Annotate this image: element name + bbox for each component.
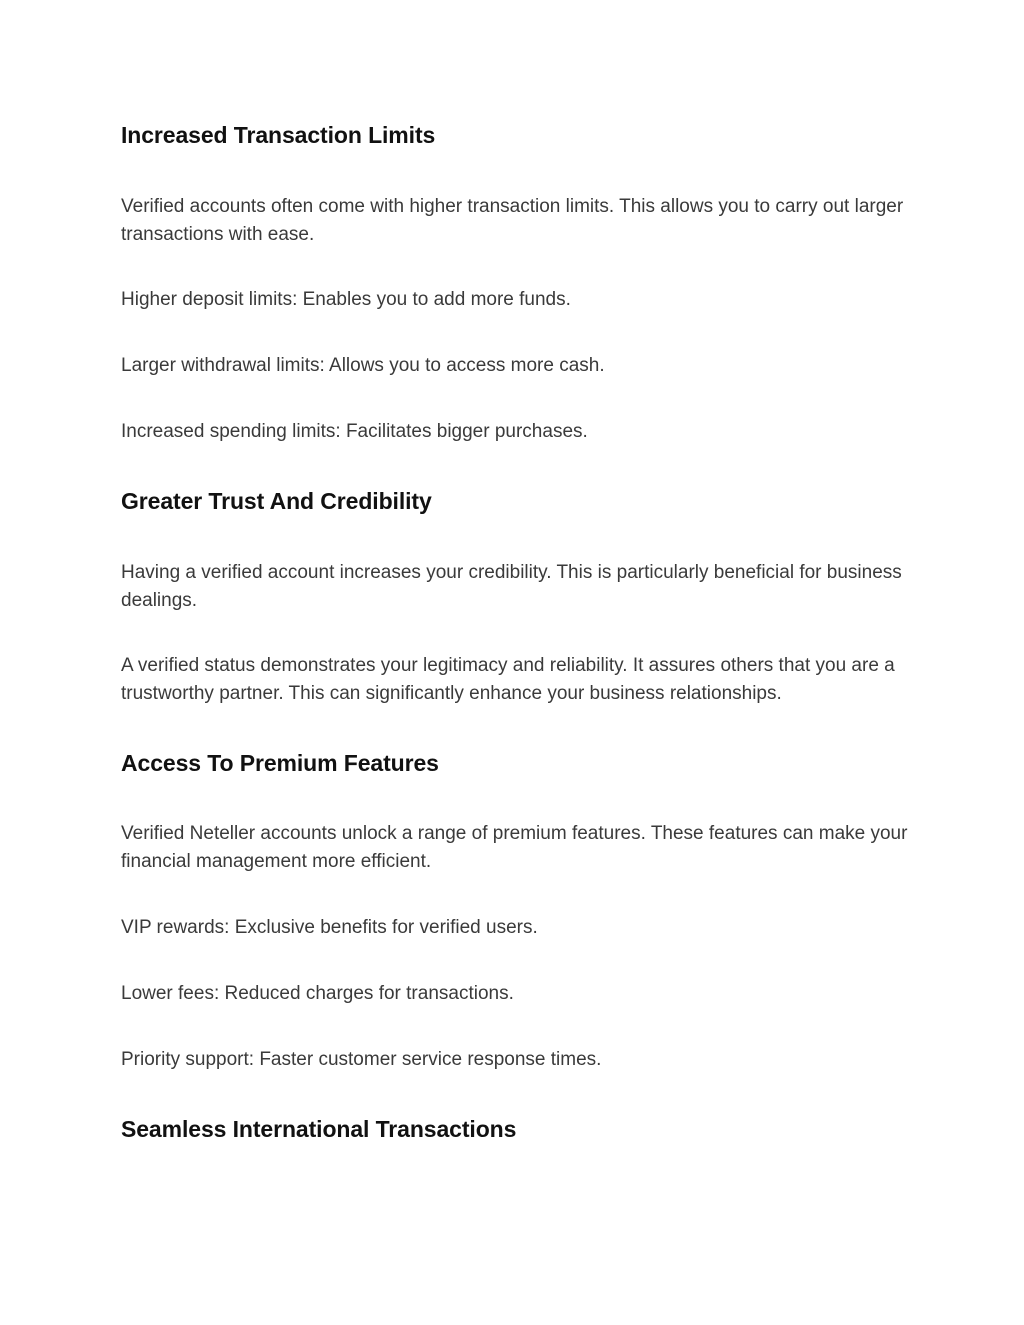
paragraph-verified-credibility: Having a verified account increases your credibility. This is particularly beneficial for business dealings. <box>121 562 902 611</box>
heading-greater-trust-credibility: Greater Trust And Credibility <box>121 488 432 514</box>
paragraph-vip-rewards: VIP rewards: Exclusive benefits for verified users. <box>121 917 538 938</box>
paragraph-lower-fees: Lower fees: Reduced charges for transactions. <box>121 983 514 1004</box>
paragraph-increased-spending-limits: Increased spending limits: Facilitates bigger purchases. <box>121 421 588 442</box>
heading-seamless-international-transactions: Seamless International Transactions <box>121 1116 517 1142</box>
heading-increased-transaction-limits: Increased Transaction Limits <box>121 122 436 148</box>
paragraph-priority-support: Priority support: Faster customer service response times. <box>121 1049 602 1070</box>
paragraph-verified-accounts-limits: Verified accounts often come with higher transaction limits. This allows you to carry out larger transactions with ease. <box>121 196 904 245</box>
paragraph-premium-features: Verified Neteller accounts unlock a range of premium features. These features can make your financial management more efficient. <box>121 823 908 872</box>
heading-access-premium-features: Access To Premium Features <box>121 750 439 776</box>
paragraph-higher-deposit-limits: Higher deposit limits: Enables you to add more funds. <box>121 289 571 310</box>
paragraph-verified-status: A verified status demonstrates your legitimacy and reliability. It assures others that you are a trustworthy partner. This can significantly enhance your business relationships. <box>121 655 895 704</box>
paragraph-larger-withdrawal-limits: Larger withdrawal limits: Allows you to access more cash. <box>121 355 605 376</box>
